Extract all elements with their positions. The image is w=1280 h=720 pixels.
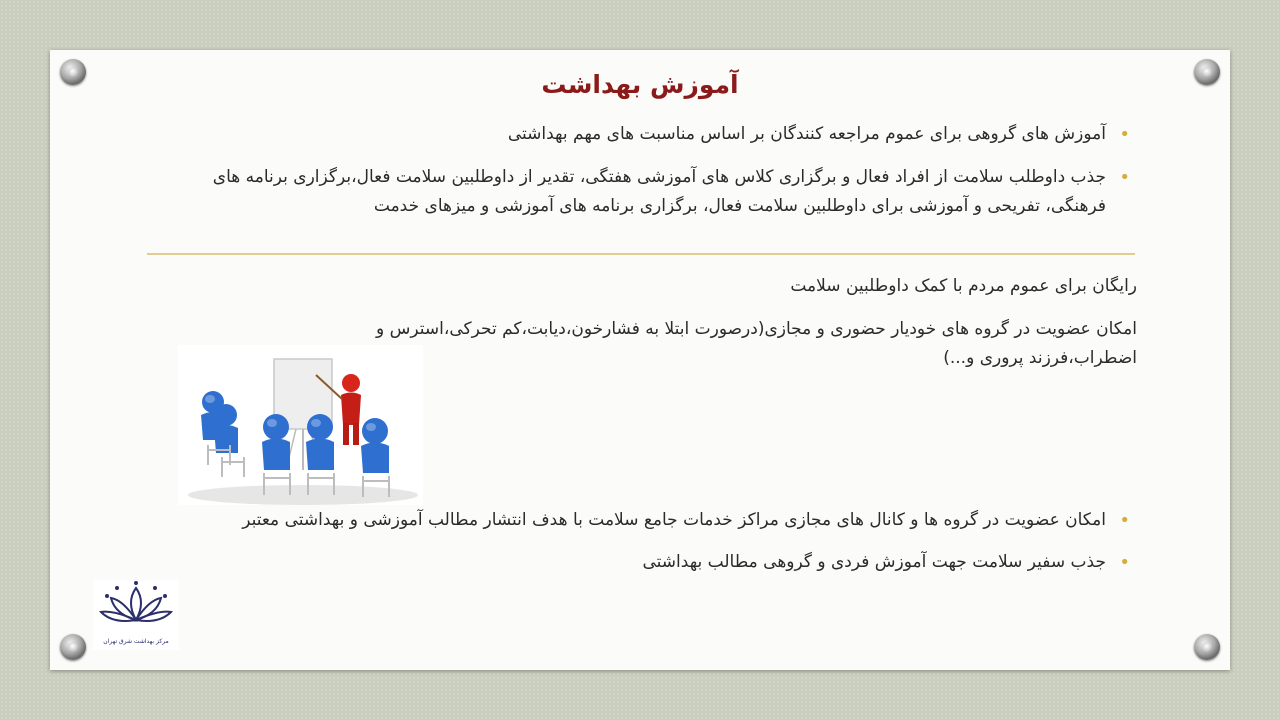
bullet-text-1: • آموزش های گروهی برای عموم مراجعه کنندگان بر اساس مناسبت های مهم بهداشتی xyxy=(420,120,1106,149)
bullet-text-2: • جذب داوطلب سلامت از افراد فعال و برگزاری کلاس های آموزشی هفتگی، تقدیر از داوطلبین سلامت فعال،برگزاری برنامه های فرهنگی، تفریحی و آموزشی برای داوطلبین سلامت فعال، برگزاری برنامه های آموزشی و میزهای خدمت xyxy=(166,163,1106,221)
section-divider xyxy=(147,253,1135,255)
logo-caption: مرکز بهداشت شرق تهران xyxy=(103,638,169,645)
teacher-presentation-clipart-icon xyxy=(178,345,423,505)
slide-title: آموزش بهداشت xyxy=(541,70,739,99)
lotus-logo-icon xyxy=(93,580,179,634)
organization-logo xyxy=(93,580,179,650)
bullet-text-3: • امکان عضویت در گروه ها و کانال های مجازی مراکز خدمات جامع سلامت با هدف انتشار مطالب آموزشی و بهداشتی معتبر xyxy=(160,506,1106,535)
slide xyxy=(50,50,1230,670)
paragraph-self-help-groups: امکان عضویت در گروه های خودیار حضوری و مجازی(درصورت ابتلا به فشارخون،دیابت،کم تحرکی،استرس و اضطراب،فرزند پروری و...) xyxy=(376,319,1137,368)
paragraph-free-service: رایگان برای عموم مردم با کمک داوطلبین سلامت xyxy=(790,276,1137,296)
bullet-text-4: • جذب سفیر سلامت جهت آموزش فردی و گروهی مطالب بهداشتی xyxy=(550,548,1106,577)
pushpin-bottom-left-icon xyxy=(60,634,86,660)
pushpin-bottom-right-icon xyxy=(1194,634,1220,660)
